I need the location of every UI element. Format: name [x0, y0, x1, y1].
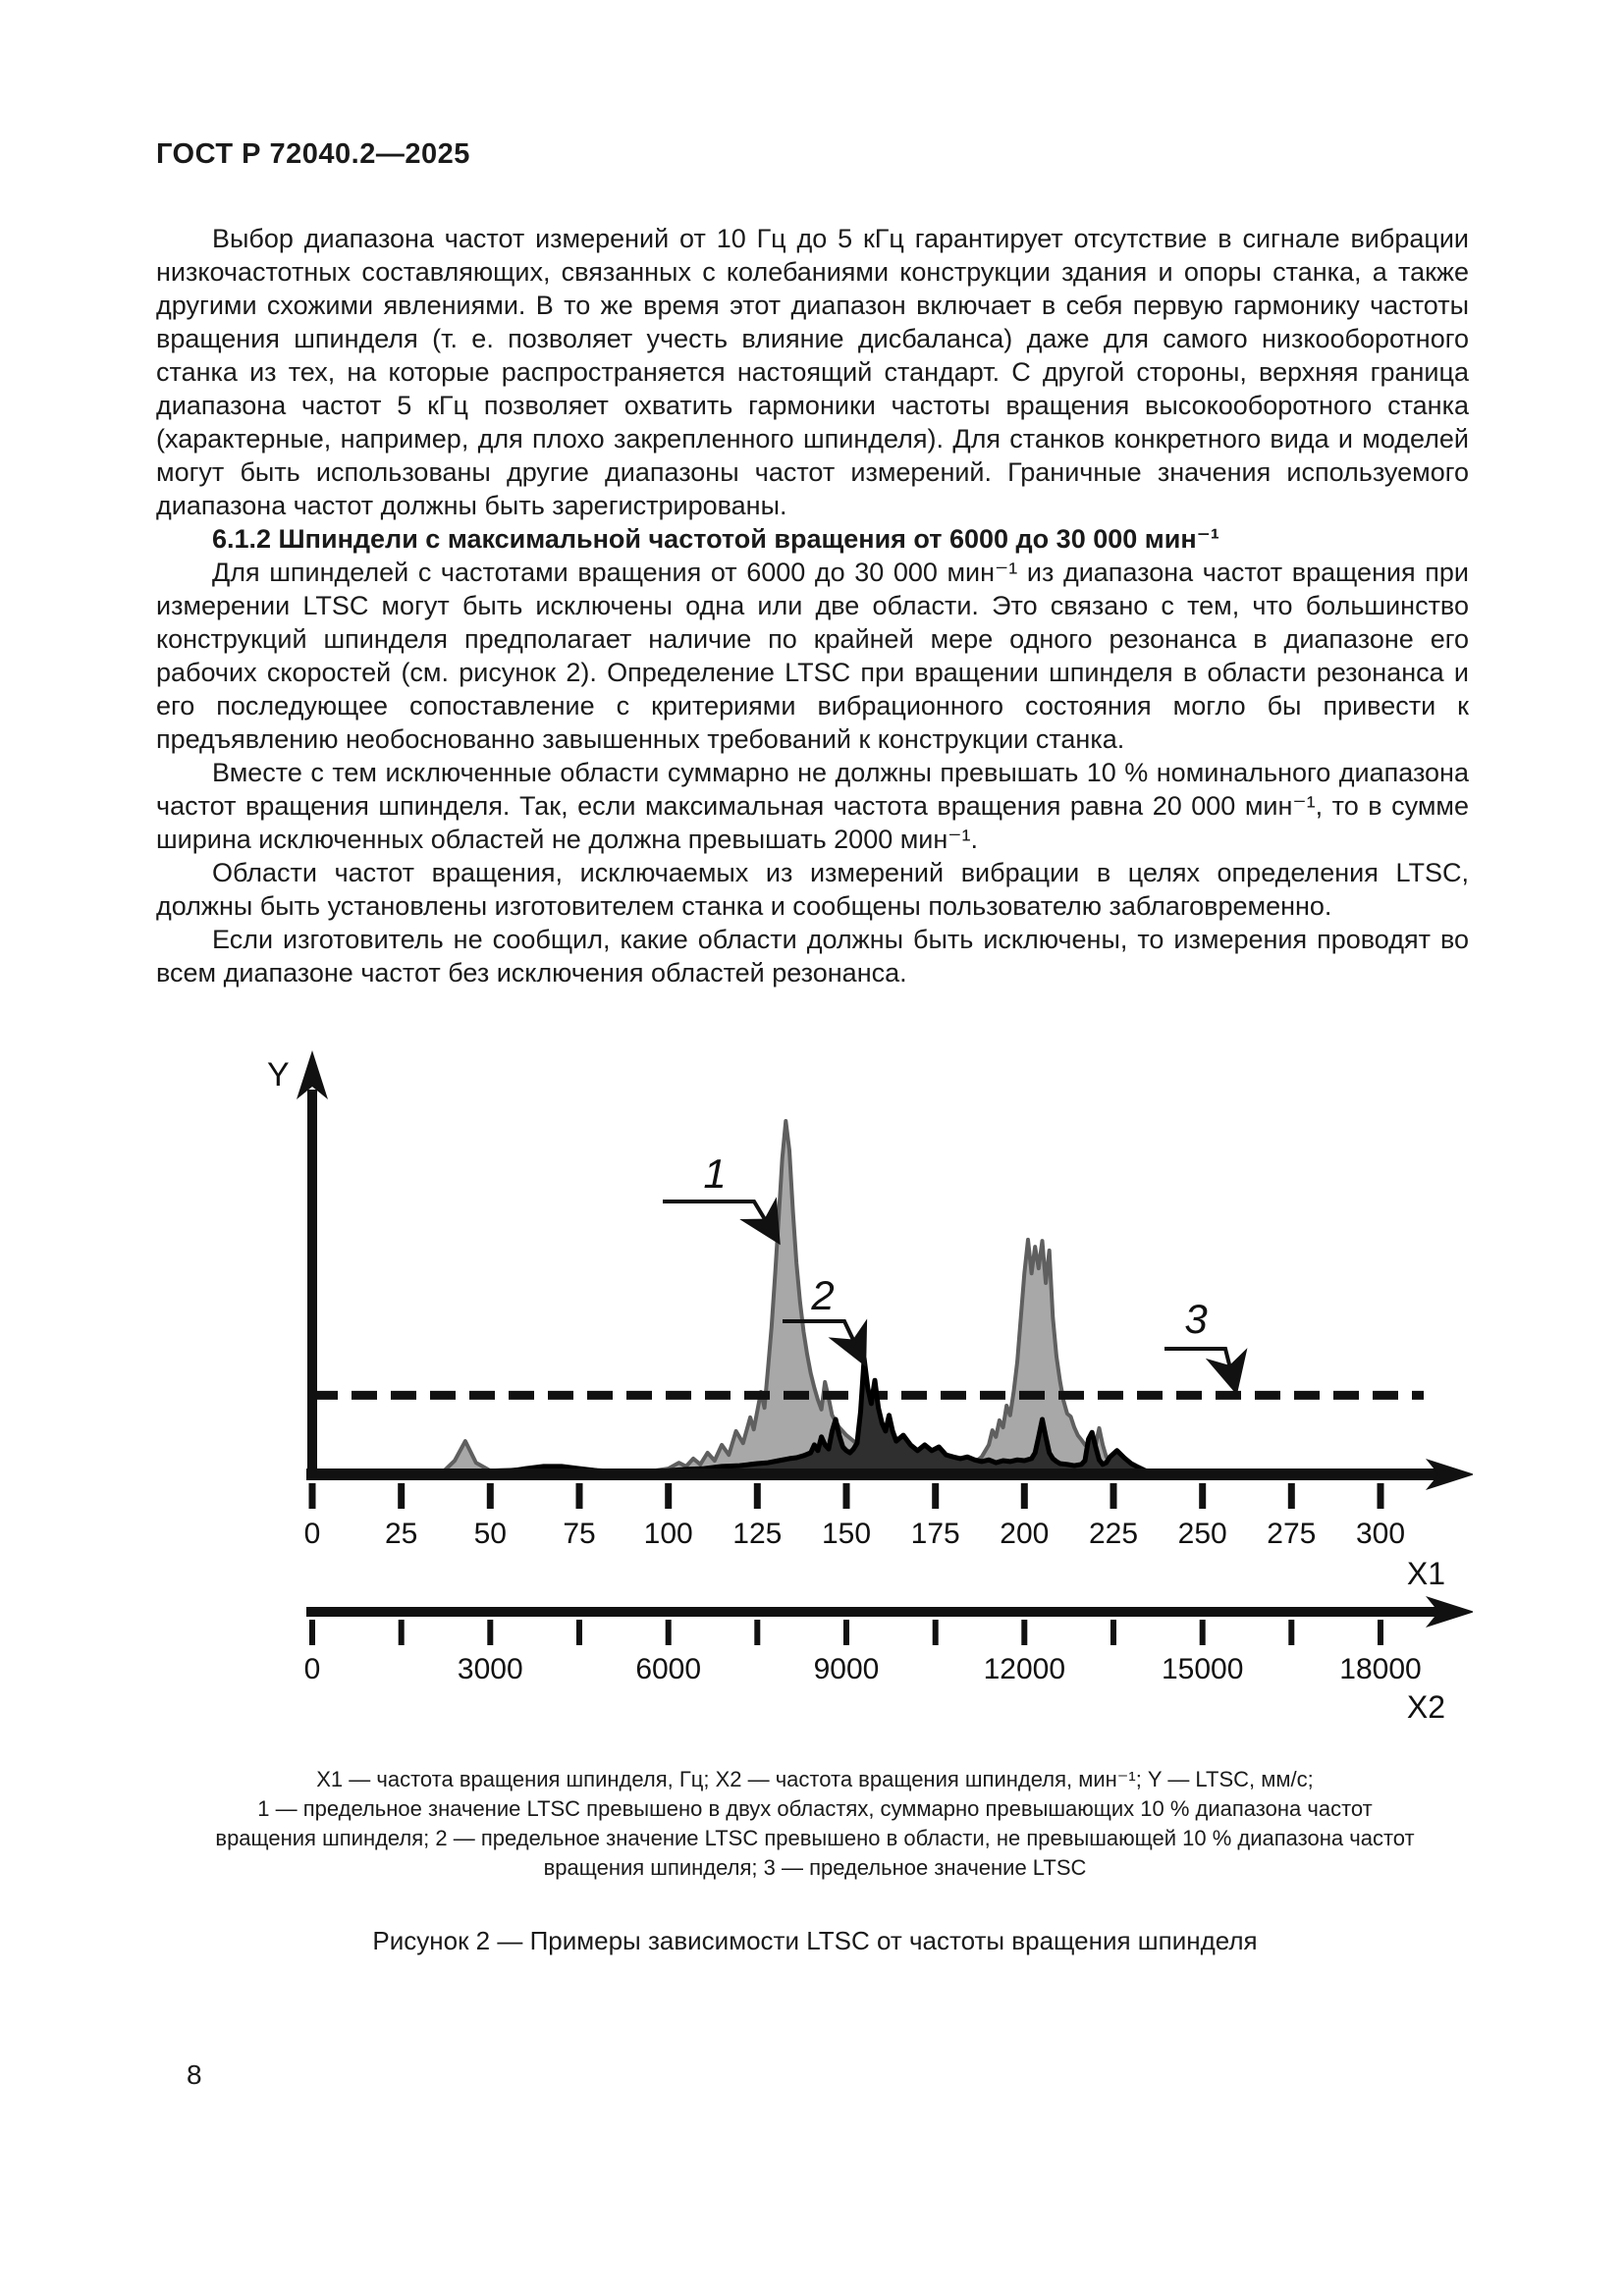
svg-text:3000: 3000 — [457, 1653, 523, 1685]
figure-2-caption — [157, 1765, 1473, 1883]
page-number: 8 — [187, 2059, 202, 2090]
svg-text:12000: 12000 — [983, 1653, 1066, 1685]
x2-axis-tick-labels — [304, 1653, 1422, 1685]
svg-text:275: 275 — [1267, 1518, 1317, 1550]
section-heading-6-1-2: 6.1.2 Шпиндели с максимальной частотой вращения от 6000 до 30 000 мин⁻¹ — [212, 524, 1219, 554]
x2-axis-ticks — [312, 1620, 1380, 1645]
svg-text:175: 175 — [910, 1518, 960, 1550]
paragraph-frequency-range: Выбор диапазона частот измерений от 10 Гц до 5 кГц гарантирует отсутствие в сигнале вибрации низкочастотных составляющих, связанных с колебаниями конструкции здания и опоры станка, а также другими схожими явлениями. В то же время этот диапазон включает в себя первую гармонику частоты вращения шпинделя (т. е. позволяет учесть влияние дисбаланса) даже для самого низкооборотного станка из тех, на которые распространяется настоящий стандарт. С другой стороны, верхняя граница диапазона частот 5 кГц позволяет охватить гармоники частоты вращения высокооборотного станка (характерные, например, для плохо закрепленного шпинделя). Для станков конкретного вида и моделей могут быть использованы другие диапазоны частот измерений. Граничные значения используемого диапазона частот должны быть зарегистрированы. — [156, 224, 1469, 520]
annotation-1-leader-arrow — [663, 1201, 777, 1239]
svg-text:125: 125 — [732, 1518, 783, 1550]
annotation-3-leader-arrow — [1164, 1349, 1235, 1388]
caption-line-axes: X1 — частота вращения шпинделя, Гц; X2 — частота вращения шпинделя, мин⁻¹; Y — LTSC, мм/с; — [316, 1767, 1314, 1791]
annotation-2-label: 2 — [811, 1272, 835, 1318]
annotation-1-label: 1 — [703, 1150, 727, 1197]
body-text-block — [156, 222, 1469, 989]
caption-line-item1: 1 — предельное значение LTSC превышено в двух областях, суммарно превышающих 10 % диапазона частот — [257, 1796, 1373, 1821]
caption-line-item2: вращения шпинделя; 2 — предельное значение LTSC превышено в области, не превышающей 10 % диапазона частот — [215, 1826, 1415, 1850]
standard-designation: ГОСТ Р 72040.2—2025 — [156, 138, 470, 170]
svg-text:6000: 6000 — [635, 1653, 702, 1685]
svg-text:225: 225 — [1088, 1518, 1139, 1550]
y-axis-label: Y — [267, 1056, 290, 1094]
svg-text:0: 0 — [303, 1653, 321, 1685]
svg-text:9000: 9000 — [813, 1653, 880, 1685]
figure-2 — [157, 1039, 1473, 1732]
svg-text:200: 200 — [1000, 1518, 1050, 1550]
ltsc-curve-1-area — [312, 1121, 1153, 1474]
paragraph-no-exclusions: Если изготовитель не сообщил, какие области должны быть исключены, то измерения проводят во всем диапазоне частот без исключения областей резонанса. — [156, 925, 1469, 988]
x1-axis-ticks — [312, 1483, 1380, 1509]
svg-text:250: 250 — [1177, 1518, 1227, 1550]
annotation-3-label: 3 — [1184, 1296, 1208, 1342]
svg-text:18000: 18000 — [1339, 1653, 1422, 1685]
figure-2-chart — [157, 1039, 1473, 1732]
paragraph-spindles-exclusion: Для шпинделей с частотами вращения от 6000 до 30 000 мин⁻¹ из диапазона частот вращения при измерении LTSC могут быть исключены одна или две области. Это связано с тем, что большинство конструкций шпинделя предполагает наличие по крайней мере одного резонанса в диапазоне его рабочих скоростей (см. рисунок 2). Определение LTSC при вращении шпинделя в области резонанса и его последующее сопоставление с критериями вибрационного состояния могло бы привести к предъявлению необоснованно завышенных требований к конструкции станка. — [156, 558, 1469, 754]
svg-text:50: 50 — [473, 1518, 507, 1550]
svg-text:150: 150 — [821, 1518, 872, 1550]
x1-axis-tick-labels — [304, 1518, 1405, 1550]
svg-text:75: 75 — [563, 1518, 596, 1550]
svg-text:15000: 15000 — [1161, 1653, 1244, 1685]
svg-text:100: 100 — [643, 1518, 693, 1550]
svg-text:300: 300 — [1355, 1518, 1406, 1550]
caption-line-item3: вращения шпинделя; 3 — предельное значение LTSC — [543, 1855, 1087, 1880]
x2-axis-label: X2 — [1406, 1689, 1445, 1725]
paragraph-10-percent-rule: Вместе с тем исключенные области суммарно не должны превышать 10 % номинального диапазона частот вращения шпинделя. Так, если максимальная частота вращения равна 20 000 мин⁻¹, то в сумме ширина исключенных областей не должна превышать 2000 мин⁻¹. — [156, 758, 1469, 854]
figure-2-title: Рисунок 2 — Примеры зависимости LTSC от частоты вращения шпинделя — [372, 1926, 1258, 1955]
svg-text:0: 0 — [303, 1518, 321, 1550]
paragraph-manufacturer-duty: Области частот вращения, исключаемых из измерений вибрации в целях определения LTSC, должны быть установлены изготовителем станка и сообщены пользователю заблаговременно. — [156, 858, 1469, 921]
x1-axis-label: X1 — [1406, 1556, 1445, 1591]
svg-text:25: 25 — [385, 1518, 418, 1550]
